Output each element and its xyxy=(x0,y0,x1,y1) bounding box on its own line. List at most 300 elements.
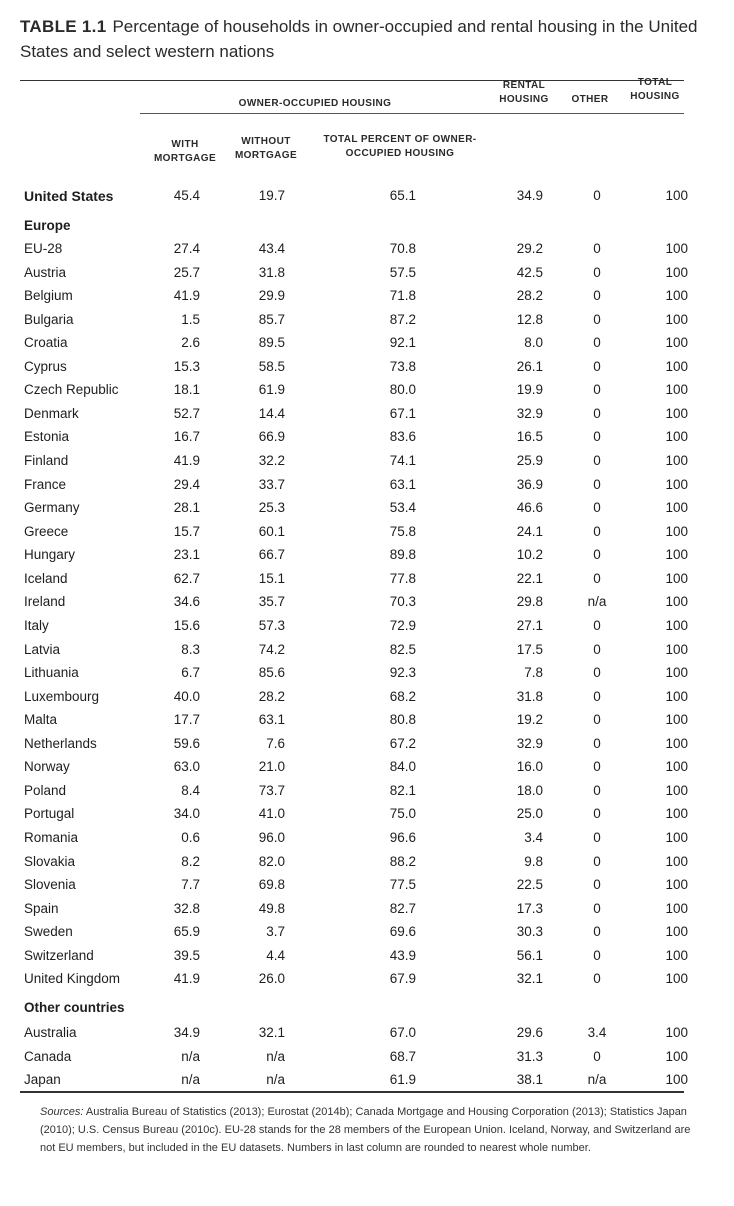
with-mortgage-value: 29.4 xyxy=(173,476,200,492)
total-value: 100 xyxy=(665,665,688,681)
country-name: Slovenia xyxy=(24,877,76,893)
table-row xyxy=(0,1069,734,1091)
with-mortgage-value: 40.0 xyxy=(173,688,200,704)
total-value: 100 xyxy=(665,358,688,374)
with-mortgage-value: 18.1 xyxy=(173,382,200,398)
total-owner-value: 43.9 xyxy=(389,947,416,963)
other-value: 3.4 xyxy=(587,1025,607,1040)
rental-value: 32.9 xyxy=(516,405,543,421)
table-row xyxy=(0,262,734,284)
other-value: 0 xyxy=(593,1048,601,1064)
other-value: 0 xyxy=(593,853,601,869)
without-mortgage-value: 28.2 xyxy=(258,688,285,704)
country-name: Spain xyxy=(24,900,59,916)
with-mortgage-value: 17.7 xyxy=(173,712,200,728)
country-name: Bulgaria xyxy=(24,311,74,327)
without-mortgage-value: 96.0 xyxy=(258,830,285,845)
table-row xyxy=(0,521,734,543)
with-mortgage-value: 23.1 xyxy=(173,547,200,563)
rental-value: 3.4 xyxy=(524,830,543,845)
other-value: 0 xyxy=(593,264,601,280)
total-owner-value: 57.5 xyxy=(389,264,416,280)
country-name: Sweden xyxy=(24,924,73,940)
table-row xyxy=(0,1022,734,1044)
rental-value: 36.9 xyxy=(516,476,543,492)
table-row xyxy=(0,756,734,778)
header-without-mortgage: WITHOUT MORTGAGE xyxy=(234,136,298,161)
section-europe: Europe xyxy=(24,218,71,233)
total-value: 100 xyxy=(665,759,688,775)
table-row xyxy=(0,544,734,566)
table-row xyxy=(0,332,734,354)
rental-value: 32.1 xyxy=(516,971,543,987)
other-value: 0 xyxy=(593,924,601,940)
rental-value: 27.1 xyxy=(516,617,543,633)
country-name: Latvia xyxy=(24,641,61,657)
country-name: Slovakia xyxy=(24,853,76,869)
total-owner-value: 53.4 xyxy=(389,500,416,516)
total-owner-value: 72.9 xyxy=(389,617,416,633)
without-mortgage-value: 4.4 xyxy=(266,947,285,963)
country-name: France xyxy=(24,476,67,492)
table-row xyxy=(0,945,734,967)
total-owner-value: 61.9 xyxy=(389,1072,416,1087)
country-name: Netherlands xyxy=(24,735,97,751)
other-value: 0 xyxy=(593,665,601,681)
without-mortgage-value: n/a xyxy=(266,1072,285,1087)
with-mortgage-value: 39.5 xyxy=(173,947,200,963)
with-mortgage-value: 15.7 xyxy=(173,523,200,539)
other-value: 0 xyxy=(593,288,601,304)
table-row xyxy=(0,921,734,943)
other-value: 0 xyxy=(593,947,601,963)
header-rule xyxy=(140,113,684,114)
other-value: 0 xyxy=(593,641,601,657)
without-mortgage-value: 14.4 xyxy=(258,405,285,421)
rental-value: 9.8 xyxy=(524,853,543,869)
total-owner-value: 74.1 xyxy=(389,453,416,469)
rental-value: 32.9 xyxy=(516,735,543,751)
country-name: Japan xyxy=(24,1072,61,1087)
with-mortgage-value: 16.7 xyxy=(173,429,200,445)
table-row xyxy=(0,285,734,307)
table-caption: Percentage of households in owner-occupied and rental housing in the United States and select western nations xyxy=(20,17,698,61)
country-name: Malta xyxy=(24,712,58,728)
total-owner-value: 92.3 xyxy=(389,665,416,681)
country-name: Poland xyxy=(24,782,67,798)
total-value: 100 xyxy=(665,241,688,256)
country-name: Denmark xyxy=(24,405,79,421)
total-value: 100 xyxy=(665,971,688,987)
with-mortgage-value: 45.4 xyxy=(173,188,200,203)
other-value: n/a xyxy=(587,594,607,610)
top-rule xyxy=(20,80,684,81)
total-owner-value: 63.1 xyxy=(389,476,416,492)
other-value: 0 xyxy=(593,453,601,469)
country-name: Italy xyxy=(24,617,49,633)
without-mortgage-value: 58.5 xyxy=(258,358,285,374)
table-row xyxy=(0,733,734,755)
with-mortgage-value: 0.6 xyxy=(181,830,200,845)
table-row xyxy=(0,426,734,448)
without-mortgage-value: 60.1 xyxy=(258,523,285,539)
without-mortgage-value: 73.7 xyxy=(258,782,285,798)
total-owner-value: 82.7 xyxy=(389,900,416,916)
total-owner-value: 71.8 xyxy=(389,288,416,304)
country-name: Croatia xyxy=(24,335,68,351)
without-mortgage-value: 25.3 xyxy=(258,500,285,516)
total-value: 100 xyxy=(665,335,688,351)
other-value: 0 xyxy=(593,382,601,398)
other-value: 0 xyxy=(593,900,601,916)
table-row xyxy=(0,497,734,519)
country-name: United States xyxy=(24,188,114,204)
total-owner-value: 68.2 xyxy=(389,688,416,704)
without-mortgage-value: 61.9 xyxy=(258,382,285,398)
other-value: 0 xyxy=(593,500,601,516)
other-value: 0 xyxy=(593,570,601,586)
country-name: Norway xyxy=(24,759,70,775)
with-mortgage-value: 1.5 xyxy=(181,311,200,327)
total-owner-value: 67.2 xyxy=(389,735,416,751)
rental-value: 12.8 xyxy=(516,311,543,327)
rental-value: 7.8 xyxy=(524,665,543,681)
total-value: 100 xyxy=(665,288,688,304)
rental-value: 10.2 xyxy=(516,547,543,563)
total-value: 100 xyxy=(665,547,688,563)
country-name: Greece xyxy=(24,523,69,539)
with-mortgage-value: 41.9 xyxy=(173,288,200,304)
with-mortgage-value: 2.6 xyxy=(181,335,200,351)
rental-value: 18.0 xyxy=(516,782,543,798)
total-value: 100 xyxy=(665,1072,688,1087)
total-owner-value: 67.9 xyxy=(389,971,416,987)
total-owner-value: 68.7 xyxy=(389,1048,416,1064)
table-row xyxy=(0,851,734,873)
bottom-rule xyxy=(20,1091,684,1093)
table-row xyxy=(0,450,734,472)
table-row xyxy=(0,662,734,684)
other-value: 0 xyxy=(593,971,601,987)
without-mortgage-value: 26.0 xyxy=(258,971,285,987)
rental-value: 16.0 xyxy=(516,759,543,775)
total-owner-value: 88.2 xyxy=(389,853,416,869)
country-name: Finland xyxy=(24,453,69,469)
total-value: 100 xyxy=(665,264,688,280)
country-name: Czech Republic xyxy=(24,382,119,398)
table-title xyxy=(20,14,700,64)
country-name: Austria xyxy=(24,264,67,280)
total-owner-value: 84.0 xyxy=(389,759,416,775)
without-mortgage-value: 21.0 xyxy=(258,759,285,775)
with-mortgage-value: 7.7 xyxy=(181,877,200,893)
other-value: 0 xyxy=(593,188,601,203)
with-mortgage-value: 41.9 xyxy=(173,453,200,469)
country-name: United Kingdom xyxy=(24,971,121,987)
without-mortgage-value: 33.7 xyxy=(258,476,285,492)
without-mortgage-value: 69.8 xyxy=(258,877,285,893)
other-value: 0 xyxy=(593,830,601,845)
other-value: 0 xyxy=(593,735,601,751)
sources-note xyxy=(40,1103,704,1157)
country-name: Canada xyxy=(24,1048,72,1064)
rental-value: 38.1 xyxy=(516,1072,543,1087)
without-mortgage-value: 49.8 xyxy=(258,900,285,916)
total-value: 100 xyxy=(665,712,688,728)
rental-value: 28.2 xyxy=(516,288,543,304)
rental-value: 26.1 xyxy=(516,358,543,374)
with-mortgage-value: 15.6 xyxy=(173,617,200,633)
rental-value: 17.5 xyxy=(516,641,543,657)
total-value: 100 xyxy=(665,570,688,586)
total-value: 100 xyxy=(665,877,688,893)
total-value: 100 xyxy=(665,688,688,704)
total-value: 100 xyxy=(665,735,688,751)
rental-value: 22.5 xyxy=(516,877,543,893)
header-owner-occupied: OWNER-OCCUPIED HOUSING xyxy=(238,98,392,109)
other-value: n/a xyxy=(587,1072,607,1087)
section-other-countries: Other countries xyxy=(24,1000,125,1015)
country-name: EU-28 xyxy=(24,241,63,256)
with-mortgage-value: n/a xyxy=(181,1048,200,1064)
rental-value: 19.2 xyxy=(516,712,543,728)
total-owner-value: 89.8 xyxy=(389,547,416,563)
other-value: 0 xyxy=(593,311,601,327)
rental-value: 29.2 xyxy=(516,241,543,256)
header-rental: RENTAL HOUSING xyxy=(499,80,549,105)
without-mortgage-value: 31.8 xyxy=(258,264,285,280)
total-value: 100 xyxy=(665,617,688,633)
other-value: 0 xyxy=(593,241,601,256)
other-value: 0 xyxy=(593,688,601,704)
other-value: 0 xyxy=(593,358,601,374)
total-value: 100 xyxy=(665,188,688,203)
without-mortgage-value: 19.7 xyxy=(258,188,285,203)
table-row xyxy=(0,309,734,331)
other-value: 0 xyxy=(593,782,601,798)
without-mortgage-value: n/a xyxy=(266,1048,285,1064)
total-value: 100 xyxy=(665,641,688,657)
other-value: 0 xyxy=(593,523,601,539)
other-value: 0 xyxy=(593,405,601,421)
table-row xyxy=(0,238,734,260)
rental-value: 24.1 xyxy=(516,523,543,539)
table-number: TABLE 1.1 xyxy=(20,17,107,36)
without-mortgage-value: 29.9 xyxy=(258,288,285,304)
total-value: 100 xyxy=(665,806,688,822)
country-name: Lithuania xyxy=(24,665,79,681)
total-owner-value: 87.2 xyxy=(389,311,416,327)
rental-value: 16.5 xyxy=(516,429,543,445)
with-mortgage-value: 28.1 xyxy=(173,500,200,516)
total-value: 100 xyxy=(665,311,688,327)
total-value: 100 xyxy=(665,453,688,469)
rental-value: 25.0 xyxy=(516,806,543,822)
with-mortgage-value: n/a xyxy=(181,1072,200,1087)
rental-value: 22.1 xyxy=(516,570,543,586)
header-with-mortgage: WITH MORTGAGE xyxy=(153,139,217,164)
table-row xyxy=(0,639,734,661)
total-value: 100 xyxy=(665,405,688,421)
with-mortgage-value: 6.7 xyxy=(181,665,200,681)
total-value: 100 xyxy=(665,594,688,610)
rental-value: 34.9 xyxy=(516,188,543,203)
without-mortgage-value: 89.5 xyxy=(258,335,285,351)
rental-value: 19.9 xyxy=(516,382,543,398)
header-other: OTHER xyxy=(571,94,609,105)
total-owner-value: 67.0 xyxy=(389,1025,416,1040)
total-value: 100 xyxy=(665,1025,688,1040)
total-owner-value: 77.5 xyxy=(389,877,416,893)
without-mortgage-value: 63.1 xyxy=(258,712,285,728)
table-row xyxy=(0,898,734,920)
other-value: 0 xyxy=(593,429,601,445)
with-mortgage-value: 8.2 xyxy=(181,853,200,869)
with-mortgage-value: 65.9 xyxy=(173,924,200,940)
country-name: Hungary xyxy=(24,547,76,563)
without-mortgage-value: 82.0 xyxy=(258,853,285,869)
country-name: Belgium xyxy=(24,288,73,304)
without-mortgage-value: 43.4 xyxy=(258,241,285,256)
table-row xyxy=(0,968,734,990)
country-name: Australia xyxy=(24,1025,77,1040)
without-mortgage-value: 74.2 xyxy=(258,641,285,657)
without-mortgage-value: 35.7 xyxy=(258,594,285,610)
total-value: 100 xyxy=(665,476,688,492)
total-owner-value: 92.1 xyxy=(389,335,416,351)
country-name: Iceland xyxy=(24,570,68,586)
country-name: Portugal xyxy=(24,806,75,822)
table-row xyxy=(0,780,734,802)
without-mortgage-value: 7.6 xyxy=(266,735,285,751)
total-value: 100 xyxy=(665,830,688,845)
with-mortgage-value: 32.8 xyxy=(173,900,200,916)
country-name: Switzerland xyxy=(24,947,94,963)
rental-value: 29.6 xyxy=(516,1025,543,1040)
total-owner-value: 67.1 xyxy=(389,405,416,421)
table-row xyxy=(0,615,734,637)
country-name: Romania xyxy=(24,830,79,845)
country-name: Luxembourg xyxy=(24,688,100,704)
rental-value: 31.8 xyxy=(516,688,543,704)
table-row xyxy=(0,379,734,401)
table-row xyxy=(0,403,734,425)
table-row xyxy=(0,827,734,849)
other-value: 0 xyxy=(593,759,601,775)
other-value: 0 xyxy=(593,335,601,351)
total-value: 100 xyxy=(665,924,688,940)
without-mortgage-value: 57.3 xyxy=(258,617,285,633)
country-name: Cyprus xyxy=(24,358,67,374)
rental-value: 17.3 xyxy=(516,900,543,916)
table-row xyxy=(0,1046,734,1068)
total-owner-value: 80.8 xyxy=(389,712,416,728)
country-name: Germany xyxy=(24,500,80,516)
rental-value: 46.6 xyxy=(516,500,543,516)
total-owner-value: 75.0 xyxy=(389,806,416,822)
other-value: 0 xyxy=(593,476,601,492)
table-row xyxy=(0,709,734,731)
with-mortgage-value: 41.9 xyxy=(173,971,200,987)
table-row-united-states xyxy=(0,185,734,207)
without-mortgage-value: 66.9 xyxy=(258,429,285,445)
table-row xyxy=(0,356,734,378)
without-mortgage-value: 41.0 xyxy=(258,806,285,822)
country-name: Ireland xyxy=(24,594,66,610)
with-mortgage-value: 52.7 xyxy=(173,405,200,421)
with-mortgage-value: 15.3 xyxy=(173,358,200,374)
table-row xyxy=(0,803,734,825)
without-mortgage-value: 85.7 xyxy=(258,311,285,327)
total-owner-value: 65.1 xyxy=(389,188,416,203)
total-owner-value: 75.8 xyxy=(389,523,416,539)
without-mortgage-value: 32.1 xyxy=(258,1025,285,1040)
total-value: 100 xyxy=(665,382,688,398)
total-value: 100 xyxy=(665,900,688,916)
total-value: 100 xyxy=(665,1048,688,1064)
with-mortgage-value: 59.6 xyxy=(173,735,200,751)
other-value: 0 xyxy=(593,617,601,633)
other-value: 0 xyxy=(593,806,601,822)
total-owner-value: 70.3 xyxy=(389,594,416,610)
total-owner-value: 70.8 xyxy=(389,241,416,256)
rental-value: 31.3 xyxy=(516,1048,543,1064)
without-mortgage-value: 85.6 xyxy=(258,665,285,681)
without-mortgage-value: 66.7 xyxy=(258,547,285,563)
other-value: 0 xyxy=(593,712,601,728)
with-mortgage-value: 8.4 xyxy=(181,782,200,798)
table-row xyxy=(0,686,734,708)
with-mortgage-value: 34.6 xyxy=(173,594,200,610)
table-row xyxy=(0,591,734,613)
rental-value: 8.0 xyxy=(524,335,543,351)
table-row xyxy=(0,474,734,496)
rental-value: 42.5 xyxy=(516,264,543,280)
sources-text: Australia Bureau of Statistics (2013); Eurostat (2014b); Canada Mortgage and Housing Corporation (2013); Statistics Japan (2010); U.S. Census Bureau (2010c). EU-28 stands for the 28 members of the European Union. Iceland, Norway, and Switzerland are not EU members, but included in the EU datasets. Numbers in last column are rounded to nearest whole number. xyxy=(40,1106,691,1154)
country-name: Estonia xyxy=(24,429,70,445)
total-owner-value: 73.8 xyxy=(389,358,416,374)
without-mortgage-value: 15.1 xyxy=(258,570,285,586)
header-total-owner-occupied: TOTAL PERCENT OF OWNER-OCCUPIED HOUSING xyxy=(323,134,477,159)
total-owner-value: 82.5 xyxy=(389,641,416,657)
other-value: 0 xyxy=(593,547,601,563)
total-owner-value: 80.0 xyxy=(389,382,416,398)
total-value: 100 xyxy=(665,782,688,798)
total-value: 100 xyxy=(665,500,688,516)
total-value: 100 xyxy=(665,429,688,445)
header-total-housing: TOTAL HOUSING xyxy=(630,77,680,102)
rental-value: 56.1 xyxy=(516,947,543,963)
with-mortgage-value: 63.0 xyxy=(173,759,200,775)
rental-value: 25.9 xyxy=(516,453,543,469)
total-owner-value: 77.8 xyxy=(389,570,416,586)
without-mortgage-value: 3.7 xyxy=(266,924,285,940)
sources-label: Sources: xyxy=(40,1106,84,1118)
total-owner-value: 83.6 xyxy=(389,429,416,445)
total-value: 100 xyxy=(665,853,688,869)
total-value: 100 xyxy=(665,947,688,963)
rental-value: 29.8 xyxy=(516,594,543,610)
other-value: 0 xyxy=(593,877,601,893)
with-mortgage-value: 62.7 xyxy=(173,570,200,586)
with-mortgage-value: 34.0 xyxy=(173,806,200,822)
table-row xyxy=(0,874,734,896)
with-mortgage-value: 8.3 xyxy=(181,641,200,657)
total-owner-value: 82.1 xyxy=(389,782,416,798)
with-mortgage-value: 34.9 xyxy=(173,1025,200,1040)
with-mortgage-value: 27.4 xyxy=(173,241,200,256)
rental-value: 30.3 xyxy=(516,924,543,940)
